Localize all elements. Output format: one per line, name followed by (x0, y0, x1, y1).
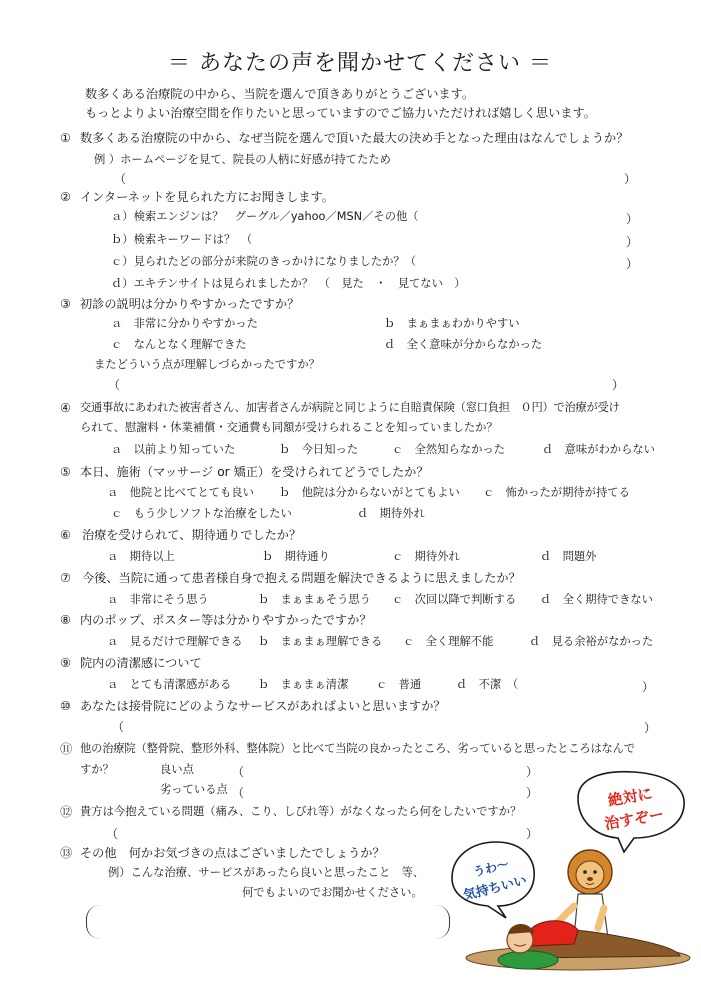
q12-answer-close: ） (526, 827, 539, 841)
q5-option-c[interactable]: ｃ 怖かったが期待が持てる (483, 486, 630, 499)
q2-option-b[interactable]: ｂ）検索キーワードは？ （ (111, 233, 253, 246)
q2b-close: ） (626, 235, 639, 249)
q11-good-close: ） (526, 765, 539, 779)
q10-number: ⑩ (60, 699, 71, 713)
q11-number: ⑪ (60, 742, 73, 756)
q3-followup: またどういう点が理解しづらかったですか？ (94, 358, 320, 371)
q13-text: その他 何かお気づきの点はございましたでしょうか？ (80, 846, 385, 860)
q4-option-d[interactable]: ｄ 意味がわからない (542, 443, 655, 456)
q2-option-a[interactable]: ａ）検索エンジンは？ グーグル／yahoo／MSN／その他（ (111, 210, 419, 223)
q4-text-line1: 交通事故にあわれた被害者さん、加害者さんが病院と同じように自賠責保険（窓口負担 ０円）で治療が受け (80, 401, 620, 414)
q7-option-b[interactable]: ｂ まぁまぁそう思う (258, 593, 371, 606)
q3-option-b[interactable]: ｂ まぁまぁわかりやすい (384, 317, 520, 330)
q6-option-a[interactable]: ａ 期待以上 (107, 550, 175, 563)
massage-illustration (428, 768, 693, 980)
q9-option-a[interactable]: ａ とても清潔感がある (107, 678, 232, 691)
bubble-right-line2: 治すぞー (603, 805, 666, 834)
q5-option-d[interactable]: ｄ 期待外れ (357, 507, 425, 520)
q9-option-c[interactable]: ｃ 普通 (376, 678, 422, 691)
q11-bad-open[interactable]: （ (232, 786, 245, 800)
q8-number: ⑧ (60, 613, 71, 627)
q13-example-2: 何でもよいのでお聞かせください。 (242, 886, 423, 899)
q13-example-1: 例）こんな治療、サービスがあったら良いと思ったこと 等、 (108, 866, 425, 879)
q6-number: ⑥ (60, 528, 71, 542)
q2c-close: ） (626, 257, 639, 271)
q2-text: インターネットを見られた方にお聞きします。 (80, 190, 334, 204)
q11-text-line2: すか？ (80, 763, 114, 776)
q1-answer-close: ） (624, 172, 637, 186)
q3-answer-open[interactable]: （ (108, 378, 121, 392)
q11-bad-label: 劣っている点 (160, 783, 228, 796)
q7-text: 今後、当院に通って患者様自身で抱える問題を解決できるように思えましたか？ (82, 571, 521, 585)
q6-option-c[interactable]: ｃ 期待外れ (392, 550, 460, 563)
q4-option-b[interactable]: ｂ 今日知った (279, 443, 359, 456)
q1-text: 数多くある治療院の中から、なぜ当院を選んで頂いた最大の決め手となった理由はなんでしょうか？ (80, 131, 629, 145)
bubble-right-line1: 絶対に (606, 784, 654, 810)
q11-good-label: 良い点 (160, 763, 194, 776)
q9-option-b[interactable]: ｂ まぁまぁ清潔 (258, 678, 349, 691)
q4-number: ④ (60, 401, 71, 415)
q13-answer-box[interactable] (86, 905, 450, 939)
q11-good-open[interactable]: （ (232, 765, 245, 779)
q11-text-line1: 他の治療院（整骨院、整形外科、整体院）と比べて当院の良かったところ、劣っていると思ったところはなんで (80, 742, 635, 755)
q10-answer-open[interactable]: （ (112, 720, 125, 734)
q3-option-c[interactable]: ｃ なんとなく理解できた (111, 338, 247, 351)
q8-text: 内のポップ、ポスター等は分かりやすかったですか？ (80, 613, 372, 627)
q2-number: ② (60, 190, 71, 204)
bubble-left-line1: うわ～ (471, 856, 511, 880)
q3-option-d[interactable]: ｄ 全く意味が分からなかった (384, 338, 543, 351)
q5-text: 本日、施術（マッサージ or 矯正）を受けられてどうでしたか？ (80, 465, 429, 479)
q10-answer-close: ） (644, 721, 657, 735)
q7-option-c[interactable]: ｃ 次回以降で判断する (392, 593, 517, 606)
q8-option-c[interactable]: ｃ 全く理解不能 (403, 635, 494, 648)
q5-option-c2[interactable]: ｃ もう少しソフトな治療をしたい (111, 507, 292, 520)
q8-option-b[interactable]: ｂ まぁまぁ理解できる (258, 635, 383, 648)
q8-option-d[interactable]: ｄ 見る余裕がなかった (529, 635, 654, 648)
q3-text: 初診の説明は分かりやすかったですか？ (80, 297, 300, 311)
intro-line-1: 数多くある治療院の中から、当院を選んで頂きありがとうございます。 (85, 87, 475, 101)
q12-answer-open[interactable]: （ (106, 827, 119, 841)
bubble-left-line2: 気持ちいい (461, 873, 529, 904)
q5-option-a[interactable]: ａ 他院と比べてとても良い (107, 486, 254, 499)
q6-text: 治療を受けられて、期待通りでしたか？ (82, 528, 302, 542)
q2-option-d[interactable]: ｄ）エキテンサイトは見られましたか？ （ 見た ・ 見てない ） (111, 277, 466, 290)
q13-number: ⑬ (60, 846, 73, 860)
q7-option-a[interactable]: ａ 非常にそう思う (107, 593, 209, 606)
q7-option-d[interactable]: ｄ 全く期待できない (540, 593, 653, 606)
q1-number: ① (60, 131, 71, 145)
q3-option-a[interactable]: ａ 非常に分かりやすかった (111, 317, 258, 330)
q2a-close: ） (626, 212, 639, 226)
q12-text: 貴方は今抱えている問題（痛み、こり、しびれ等）がなくなったら何をしたいですか？ (80, 805, 522, 818)
q3-answer-close: ） (612, 378, 625, 392)
q3-number: ③ (60, 297, 71, 311)
q9-number: ⑨ (60, 656, 71, 670)
q4-option-c[interactable]: ｃ 全然知らなかった (392, 443, 505, 456)
q2-option-c[interactable]: ｃ）見られたどの部分が来院のきっかけになりましたか？（ (111, 255, 417, 268)
q9-option-d[interactable]: ｄ 不潔 （ (456, 678, 519, 691)
q10-text: あなたは接骨院にどのようなサービスがあればよいと思いますか？ (80, 699, 446, 713)
q9-text: 院内の清潔感について (80, 656, 202, 670)
intro-line-2: もっとよりよい治療空間を作りたいと思っていますのでご協力いただければ嬉しく思います。 (85, 106, 596, 120)
q4-text-line2: られて、慰謝料・休業補償・交通費も同額が受けられることを知っていましたか？ (80, 421, 498, 434)
q11-bad-close: ） (526, 786, 539, 800)
q4-option-a[interactable]: ａ 以前より知っていた (111, 443, 236, 456)
q6-option-d[interactable]: ｄ 問題外 (540, 550, 597, 563)
page-title: ＝ あなたの声を聞かせてください ＝ (168, 51, 552, 76)
q7-number: ⑦ (60, 571, 71, 585)
q6-option-b[interactable]: ｂ 期待通り (262, 550, 330, 563)
q8-option-a[interactable]: ａ 見るだけで理解できる (107, 635, 243, 648)
q1-answer-open[interactable]: （ (114, 172, 127, 186)
q5-number: ⑤ (60, 465, 71, 479)
q9d-close: ） (642, 680, 655, 694)
q12-number: ⑫ (60, 805, 73, 819)
q5-option-b[interactable]: ｂ 他院は分からないがとてもよい (279, 486, 460, 499)
q1-example: 例 ）ホームページを見て、院長の人柄に好感が持てたため (94, 153, 391, 166)
